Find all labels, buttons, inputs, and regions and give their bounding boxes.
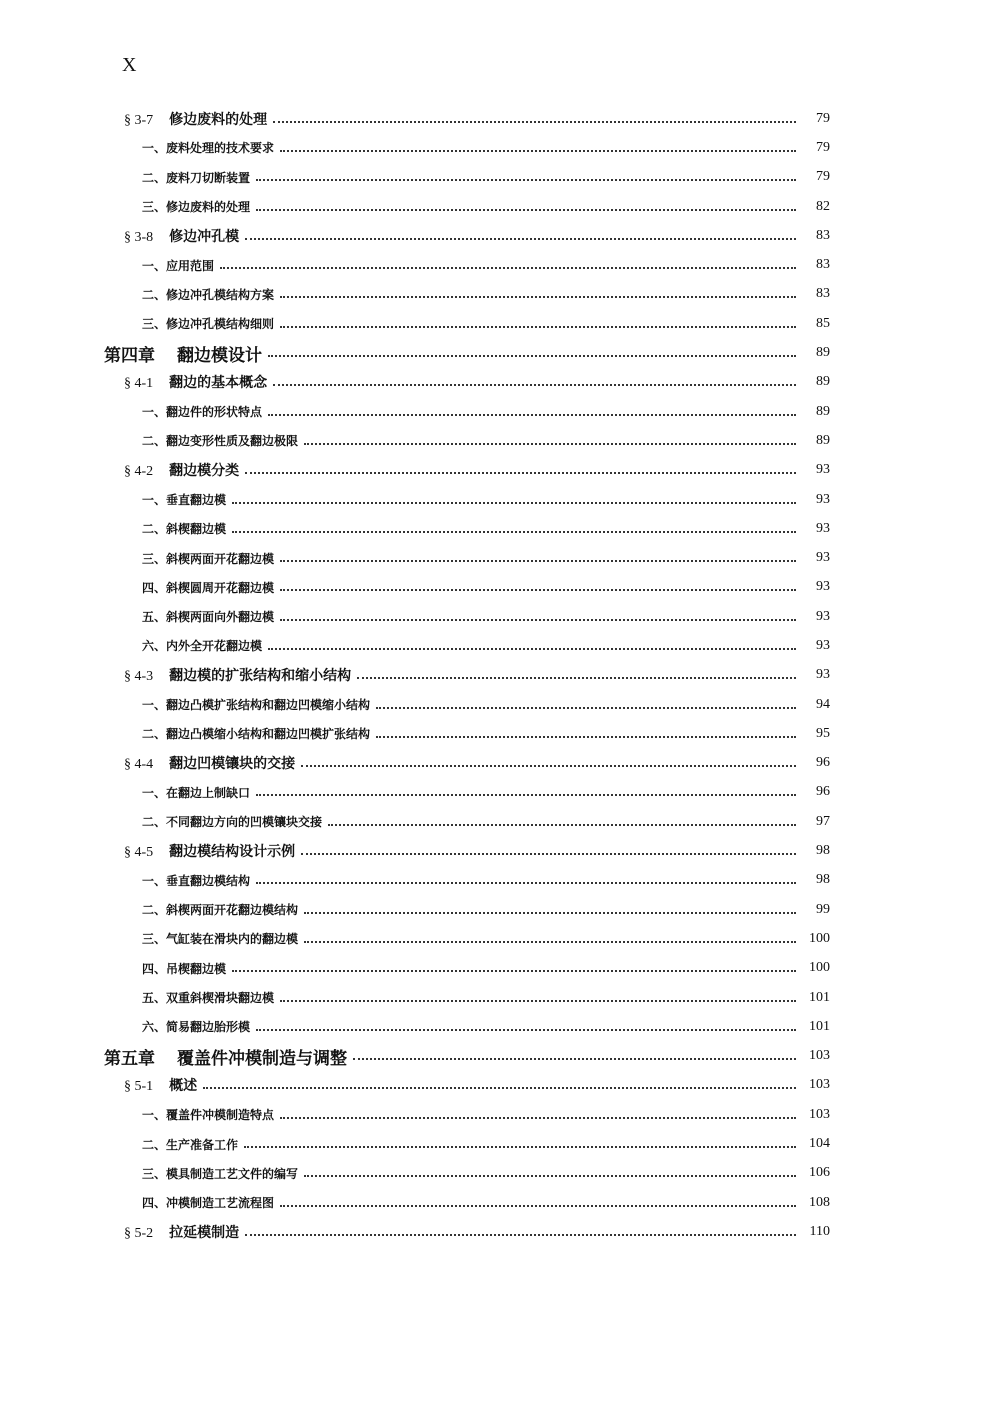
toc-entry-title	[142, 550, 274, 567]
toc-entry-text: 概述	[169, 1078, 198, 1095]
toc-entry-item	[0, 543, 830, 572]
toc-entry-item	[0, 1012, 830, 1041]
toc-entry-item	[0, 1129, 830, 1158]
toc-entry-title	[142, 169, 250, 186]
toc-entry-page: 85	[816, 315, 830, 331]
dot-leader	[256, 1029, 796, 1031]
toc-entry-item	[0, 983, 830, 1012]
toc-entry-page: 96	[816, 755, 830, 771]
toc-entry-title	[142, 198, 250, 215]
toc-entry-text: 二、翻边凸模缩小结构和翻边凹模扩张结构	[142, 727, 371, 742]
dot-leader	[328, 824, 796, 826]
toc-entry-text: 一、废料处理的技术要求	[142, 141, 275, 156]
toc-entry-text: 三、修边冲孔模结构细则	[142, 317, 275, 332]
dot-leader	[280, 150, 796, 152]
toc-entry-text: 一、垂直翻边模结构	[142, 873, 251, 888]
toc-entry-title	[142, 579, 274, 596]
toc-entry-title	[142, 930, 298, 947]
toc-entry-page: 79	[816, 110, 830, 126]
toc-entry-title	[124, 665, 351, 685]
toc-entry-text: 二、翻边变形性质及翻边极限	[142, 434, 299, 449]
toc-entry-number: § 4-4	[124, 757, 154, 773]
toc-entry-section	[0, 1071, 830, 1100]
toc-entry-title	[124, 841, 295, 861]
toc-entry-page: 89	[816, 374, 830, 390]
toc-entry-page: 104	[809, 1136, 830, 1152]
toc-entry-number: § 4-1	[124, 376, 154, 392]
toc-entry-page: 93	[816, 491, 830, 507]
toc-entry-item	[0, 1159, 830, 1188]
toc-entry-title	[142, 784, 250, 801]
toc-entry-title	[142, 1136, 238, 1153]
toc-entry-chapter	[0, 1042, 830, 1071]
toc-entry-page: 97	[816, 813, 830, 829]
dot-leader	[273, 384, 796, 386]
toc-entry-item	[0, 631, 830, 660]
toc-entry-text: 二、斜楔两面开花翻边模结构	[142, 903, 299, 918]
toc-entry-text: 六、内外全开花翻边模	[142, 639, 263, 654]
toc-entry-section	[0, 456, 830, 485]
dot-leader	[232, 531, 796, 533]
toc-entry-chapter	[0, 338, 830, 367]
toc-entry-section	[0, 1217, 830, 1246]
toc-entry-page: 100	[809, 960, 830, 976]
toc-entry-item	[0, 250, 830, 279]
toc-entry-text: 覆盖件冲模制造与调整	[177, 1048, 347, 1069]
toc-entry-page: 93	[816, 462, 830, 478]
toc-entry-item	[0, 573, 830, 602]
toc-entry-page: 101	[809, 1018, 830, 1034]
toc-entry-title	[142, 696, 370, 713]
toc-entry-text: 一、垂直翻边模	[142, 493, 227, 507]
page-number: X	[122, 54, 137, 76]
toc-entry-page: 95	[816, 725, 830, 741]
toc-entry-title	[124, 372, 267, 392]
dot-leader	[280, 296, 796, 298]
toc-entry-page: 100	[809, 930, 830, 946]
toc-entry-title	[142, 403, 262, 420]
toc-entry-title	[104, 1044, 347, 1069]
toc-entry-title	[142, 315, 274, 332]
toc-entry-title	[142, 872, 250, 889]
toc-entry-number: 第五章	[104, 1048, 155, 1069]
toc-entry-title	[142, 960, 226, 977]
toc-entry-text: 六、简易翻边胎形模	[142, 1020, 251, 1035]
toc-entry-title	[142, 432, 298, 449]
toc-entry-text: 二、修边冲孔模结构方案	[142, 287, 275, 302]
toc-entry-page: 103	[809, 1048, 830, 1064]
toc-entry-item	[0, 309, 830, 338]
dot-leader	[280, 619, 796, 621]
dot-leader	[301, 765, 796, 767]
toc-entry-number: § 4-5	[124, 845, 154, 861]
toc-entry-item	[0, 866, 830, 895]
toc-entry-page: 83	[816, 257, 830, 273]
toc-entry-text: 五、双重斜楔滑块翻边模	[142, 991, 275, 1006]
toc-entry-text: 翻边模分类	[169, 463, 240, 480]
toc-entry-text: 四、吊楔翻边模	[142, 961, 227, 976]
toc-entry-section	[0, 836, 830, 865]
toc-entry-page: 93	[816, 608, 830, 624]
toc-entry-text: 翻边凹模镶块的交接	[169, 756, 296, 773]
toc-entry-number: § 4-2	[124, 464, 154, 480]
toc-entry-page: 96	[816, 784, 830, 800]
toc-entry-item	[0, 133, 830, 162]
toc-entry-item	[0, 1100, 830, 1129]
dot-leader	[256, 209, 796, 211]
dot-leader	[232, 970, 796, 972]
toc-entry-page: 93	[816, 667, 830, 683]
toc-entry-text: 三、斜楔两面开花翻边模	[142, 551, 275, 566]
toc-entry-title	[142, 989, 274, 1006]
toc-entry-text: 翻边模的扩张结构和缩小结构	[169, 668, 352, 685]
toc-entry-text: 修边废料的处理	[169, 111, 268, 128]
toc-entry-title	[142, 1018, 250, 1035]
toc-entry-title	[124, 109, 267, 129]
dot-leader	[268, 648, 796, 650]
toc-entry-title	[142, 286, 274, 303]
toc-entry-item	[0, 485, 830, 514]
toc-entry-text: 一、翻边件的形状特点	[142, 405, 263, 420]
toc-entry-title	[142, 608, 274, 625]
toc-entry-page: 108	[809, 1194, 830, 1210]
dot-leader	[244, 1146, 796, 1148]
dot-leader	[268, 355, 796, 357]
dot-leader	[280, 1205, 796, 1207]
dot-leader	[220, 267, 796, 269]
toc-entry-page: 106	[809, 1165, 830, 1181]
toc-entry-number: § 4-3	[124, 669, 154, 685]
toc-entry-section	[0, 221, 830, 250]
toc-entry-title	[142, 139, 274, 156]
toc-entry-section	[0, 661, 830, 690]
dot-leader	[203, 1087, 796, 1089]
toc-entry-text: 翻边模设计	[177, 345, 262, 366]
toc-entry-page: 98	[816, 872, 830, 888]
toc-entry-item	[0, 280, 830, 309]
toc-entry-title	[142, 725, 370, 742]
toc-entry-page: 93	[816, 637, 830, 653]
toc-entry-item	[0, 807, 830, 836]
toc-entry-page: 103	[809, 1106, 830, 1122]
toc-entry-title	[142, 257, 214, 274]
toc-entry-text: 一、覆盖件冲模制造特点	[142, 1108, 275, 1123]
dot-leader	[256, 882, 796, 884]
dot-leader	[357, 677, 796, 679]
toc-entry-item	[0, 954, 830, 983]
toc-entry-title	[142, 520, 226, 537]
toc-entry-title	[142, 901, 298, 918]
table-of-contents	[0, 104, 992, 1247]
toc-entry-page: 93	[816, 520, 830, 536]
toc-entry-number: 第四章	[104, 345, 155, 366]
toc-entry-text: 二、生产准备工作	[142, 1137, 239, 1152]
toc-entry-page: 93	[816, 550, 830, 566]
toc-entry-title	[124, 753, 295, 773]
toc-entry-text: 拉延模制造	[169, 1224, 240, 1241]
dot-leader	[304, 1175, 796, 1177]
toc-entry-text: 三、气缸装在滑块内的翻边模	[142, 932, 299, 947]
toc-entry-text: 翻边的基本概念	[169, 375, 268, 392]
toc-entry-item	[0, 690, 830, 719]
toc-entry-text: 四、冲模制造工艺流程图	[142, 1196, 275, 1211]
toc-entry-page: 83	[816, 286, 830, 302]
toc-entry-title	[142, 813, 322, 830]
toc-entry-section	[0, 104, 830, 133]
toc-entry-text: 翻边模结构设计示例	[169, 844, 296, 861]
toc-entry-title	[124, 1222, 239, 1242]
dot-leader	[376, 707, 796, 709]
toc-entry-page: 98	[816, 843, 830, 859]
toc-entry-item	[0, 719, 830, 748]
toc-entry-page: 79	[816, 139, 830, 155]
toc-entry-title	[142, 637, 262, 654]
toc-entry-text: 一、应用范围	[142, 258, 215, 273]
toc-entry-text: 三、模具制造工艺文件的编写	[142, 1166, 299, 1181]
dot-leader	[245, 1234, 796, 1236]
toc-entry-number: § 5-1	[124, 1079, 154, 1095]
toc-entry-item	[0, 895, 830, 924]
toc-entry-page: 89	[816, 432, 830, 448]
dot-leader	[268, 414, 796, 416]
dot-leader	[280, 1000, 796, 1002]
dot-leader	[245, 238, 796, 240]
toc-entry-text: 修边冲孔模	[169, 228, 240, 245]
toc-entry-page: 89	[816, 403, 830, 419]
toc-entry-item	[0, 778, 830, 807]
toc-entry-text: 四、斜楔圆周开花翻边模	[142, 580, 275, 595]
toc-entry-text: 五、斜楔两面向外翻边模	[142, 610, 275, 625]
dot-leader	[232, 502, 796, 504]
dot-leader	[256, 794, 796, 796]
toc-entry-number: § 3-8	[124, 229, 154, 245]
dot-leader	[304, 443, 796, 445]
dot-leader	[304, 941, 796, 943]
toc-entry-page: 101	[809, 989, 830, 1005]
dot-leader	[280, 326, 796, 328]
toc-entry-text: 一、在翻边上制缺口	[142, 785, 251, 800]
toc-entry-number: § 3-7	[124, 112, 154, 128]
toc-entry-page: 94	[816, 696, 830, 712]
dot-leader	[280, 1117, 796, 1119]
dot-leader	[280, 560, 796, 562]
toc-entry-text: 二、斜楔翻边模	[142, 522, 227, 537]
toc-entry-page: 93	[816, 579, 830, 595]
toc-entry-item	[0, 1188, 830, 1217]
toc-entry-page: 99	[816, 901, 830, 917]
toc-entry-item	[0, 514, 830, 543]
toc-entry-section	[0, 749, 830, 778]
dot-leader	[304, 912, 796, 914]
toc-entry-page: 103	[809, 1077, 830, 1093]
dot-leader	[280, 589, 796, 591]
toc-entry-item	[0, 163, 830, 192]
toc-entry-title	[104, 341, 262, 366]
toc-entry-title	[124, 226, 239, 246]
dot-leader	[256, 179, 796, 181]
toc-entry-item	[0, 397, 830, 426]
toc-entry-title	[142, 1106, 274, 1123]
toc-entry-item	[0, 426, 830, 455]
toc-entry-section	[0, 368, 830, 397]
toc-entry-text: 二、不同翻边方向的凹模镶块交接	[142, 815, 323, 830]
dot-leader	[273, 121, 796, 123]
toc-entry-title	[142, 1165, 298, 1182]
toc-entry-text: 一、翻边凸模扩张结构和翻边凹模缩小结构	[142, 698, 371, 713]
dot-leader	[245, 472, 796, 474]
toc-entry-page: 89	[816, 345, 830, 361]
toc-entry-item	[0, 924, 830, 953]
dot-leader	[376, 736, 796, 738]
toc-entry-title	[142, 491, 226, 508]
dot-leader	[353, 1058, 796, 1060]
toc-entry-title	[124, 1075, 197, 1095]
toc-entry-text: 三、修边废料的处理	[142, 200, 251, 215]
toc-entry-number: § 5-2	[124, 1225, 154, 1241]
toc-entry-page: 110	[809, 1223, 830, 1239]
toc-entry-title	[124, 460, 239, 480]
toc-entry-page: 82	[816, 198, 830, 214]
toc-entry-item	[0, 192, 830, 221]
toc-entry-text: 二、废料刀切断装置	[142, 170, 251, 185]
toc-entry-page: 79	[816, 169, 830, 185]
dot-leader	[301, 853, 796, 855]
toc-entry-page: 83	[816, 227, 830, 243]
toc-entry-item	[0, 602, 830, 631]
toc-entry-title	[142, 1194, 274, 1211]
